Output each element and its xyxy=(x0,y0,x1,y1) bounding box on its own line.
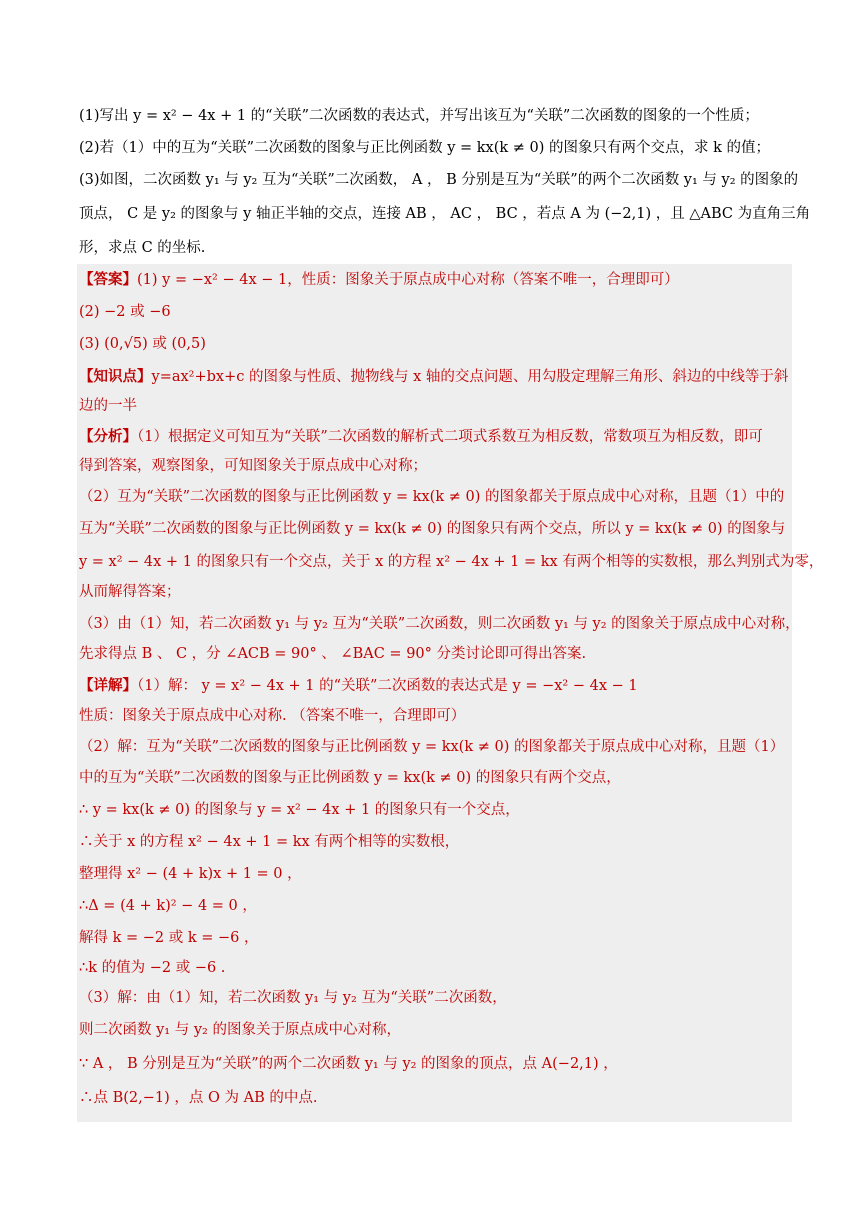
detail-text-6: ∴关于 x 的方程 x² − 4x + 1 = kx 有两个相等的实数根， xyxy=(79,834,460,850)
detail-text-5: ∴ y = kx(k ≠ 0) 的图象与 y = x² − 4x + 1 的图象只有一个交点， xyxy=(79,802,520,818)
detail-text-3: （2）解：互为“关联”二次函数的图象与正比例函数 y = kx(k ≠ 0) 的图象都关于原点成中心对称，且题（1） xyxy=(79,739,785,755)
detail-text-4: 中的互为“关联”二次函数的图象与正比例函数 y = kx(k ≠ 0) 的图象只有两个交点， xyxy=(79,770,621,786)
answer-2: (2) −2 或 −6 xyxy=(79,304,171,320)
analysis-text-8: 先求得点 B 、 C ，分 ∠ACB = 90° 、 ∠BAC = 90° 分类讨论即可得出答案. xyxy=(79,646,587,662)
knowledge-text-2: 边的一半 xyxy=(79,398,137,414)
analysis-line-1 xyxy=(79,427,763,447)
detail-text-2: 性质：图象关于原点成中心对称. （答案不唯一，合理即可） xyxy=(79,708,466,724)
question-part-2: (2)若（1）中的互为“关联”二次函数的图象与正比例函数 y = kx(k ≠ 0) 的图象只有两个交点，求 k 的值； xyxy=(79,140,771,156)
detail-tag: 【详解】 xyxy=(79,677,137,694)
question-part-3-line-2: 顶点， C 是 y₂ 的图象与 y 轴正半轴的交点，连接 AB ， AC ， BC ，若点 A 为 (−2,1) ，且 △ABC 为直角三角 xyxy=(79,206,811,222)
detail-text-9: 解得 k = −2 或 k = −6 ， xyxy=(79,930,259,946)
answer-1: (1) y = −x² − 4x − 1，性质：图象关于原点成中心对称（答案不唯一，合理即可） xyxy=(137,272,679,288)
question-part-3-line-3: 形，求点 C 的坐标. xyxy=(79,240,206,256)
detail-text-11: （3）解：由（1）知，若二次函数 y₁ 与 y₂ 互为“关联”二次函数， xyxy=(79,990,507,1006)
question-part-3-line-1: (3)如图，二次函数 y₁ 与 y₂ 互为“关联”二次函数， A ， B 分别是互为“关联”的两个二次函数 y₁ 与 y₂ 的图象的 xyxy=(79,172,799,188)
analysis-text-2: 得到答案，观察图象，可知图象关于原点成中心对称； xyxy=(79,458,427,474)
detail-line-1 xyxy=(79,676,638,696)
detail-text-8: ∴Δ = (4 + k)² − 4 = 0 ， xyxy=(79,898,257,914)
analysis-text-3: （2）互为“关联”二次函数的图象与正比例函数 y = kx(k ≠ 0) 的图象都关于原点成中心对称，且题（1）中的 xyxy=(79,489,785,505)
knowledge-text-1: y=ax²+bx+c 的图象与性质、抛物线与 x 轴的交点问题、用勾股定理解三角形、斜边的中线等于斜 xyxy=(151,369,789,385)
detail-text-13: ∵ A ， B 分别是互为“关联”的两个二次函数 y₁ 与 y₂ 的图象的顶点，点 A(−2,1) ， xyxy=(79,1056,618,1072)
analysis-text-7: （3）由（1）知，若二次函数 y₁ 与 y₂ 互为“关联”二次函数，则二次函数 y₁ 与 y₂ 的图象关于原点成中心对称， xyxy=(79,616,800,632)
analysis-text-6: 从而解得答案； xyxy=(79,584,181,600)
detail-text-7: 整理得 x² − (4 + k)x + 1 = 0 ， xyxy=(79,866,302,882)
knowledge-line-1 xyxy=(79,367,788,387)
detail-text-14: ∴点 B(2,−1) ，点 O 为 AB 的中点. xyxy=(79,1090,318,1106)
question-part-1: (1)写出 y = x² − 4x + 1 的“关联”二次函数的表达式，并写出该互为“关联”二次函数的图象的一个性质； xyxy=(79,108,759,124)
analysis-text-5: y = x² − 4x + 1 的图象只有一个交点，关于 x 的方程 x² − 4x + 1 = kx 有两个相等的实数根，那么判别式为零， xyxy=(79,554,824,570)
knowledge-tag: 【知识点】 xyxy=(79,368,152,385)
analysis-text-4: 互为“关联”二次函数的图象与正比例函数 y = kx(k ≠ 0) 的图象只有两个交点，所以 y = kx(k ≠ 0) 的图象与 xyxy=(79,521,786,537)
detail-text-12: 则二次函数 y₁ 与 y₂ 的图象关于原点成中心对称， xyxy=(79,1022,401,1038)
answer-3: (3) (0,√5) 或 (0,5) xyxy=(79,336,206,352)
answer-line-1 xyxy=(79,270,679,290)
detail-text-10: ∴k 的值为 −2 或 −6 . xyxy=(79,960,226,976)
detail-text-1: （1）解： y = x² − 4x + 1 的“关联”二次函数的表达式是 y = −x² − 4x − 1 xyxy=(137,678,638,694)
answer-tag: 【答案】 xyxy=(79,271,137,288)
analysis-text-1: （1）根据定义可知互为“关联”二次函数的解析式二项式系数互为相反数，常数项互为相反数，即可 xyxy=(137,429,763,445)
analysis-tag: 【分析】 xyxy=(79,428,137,445)
